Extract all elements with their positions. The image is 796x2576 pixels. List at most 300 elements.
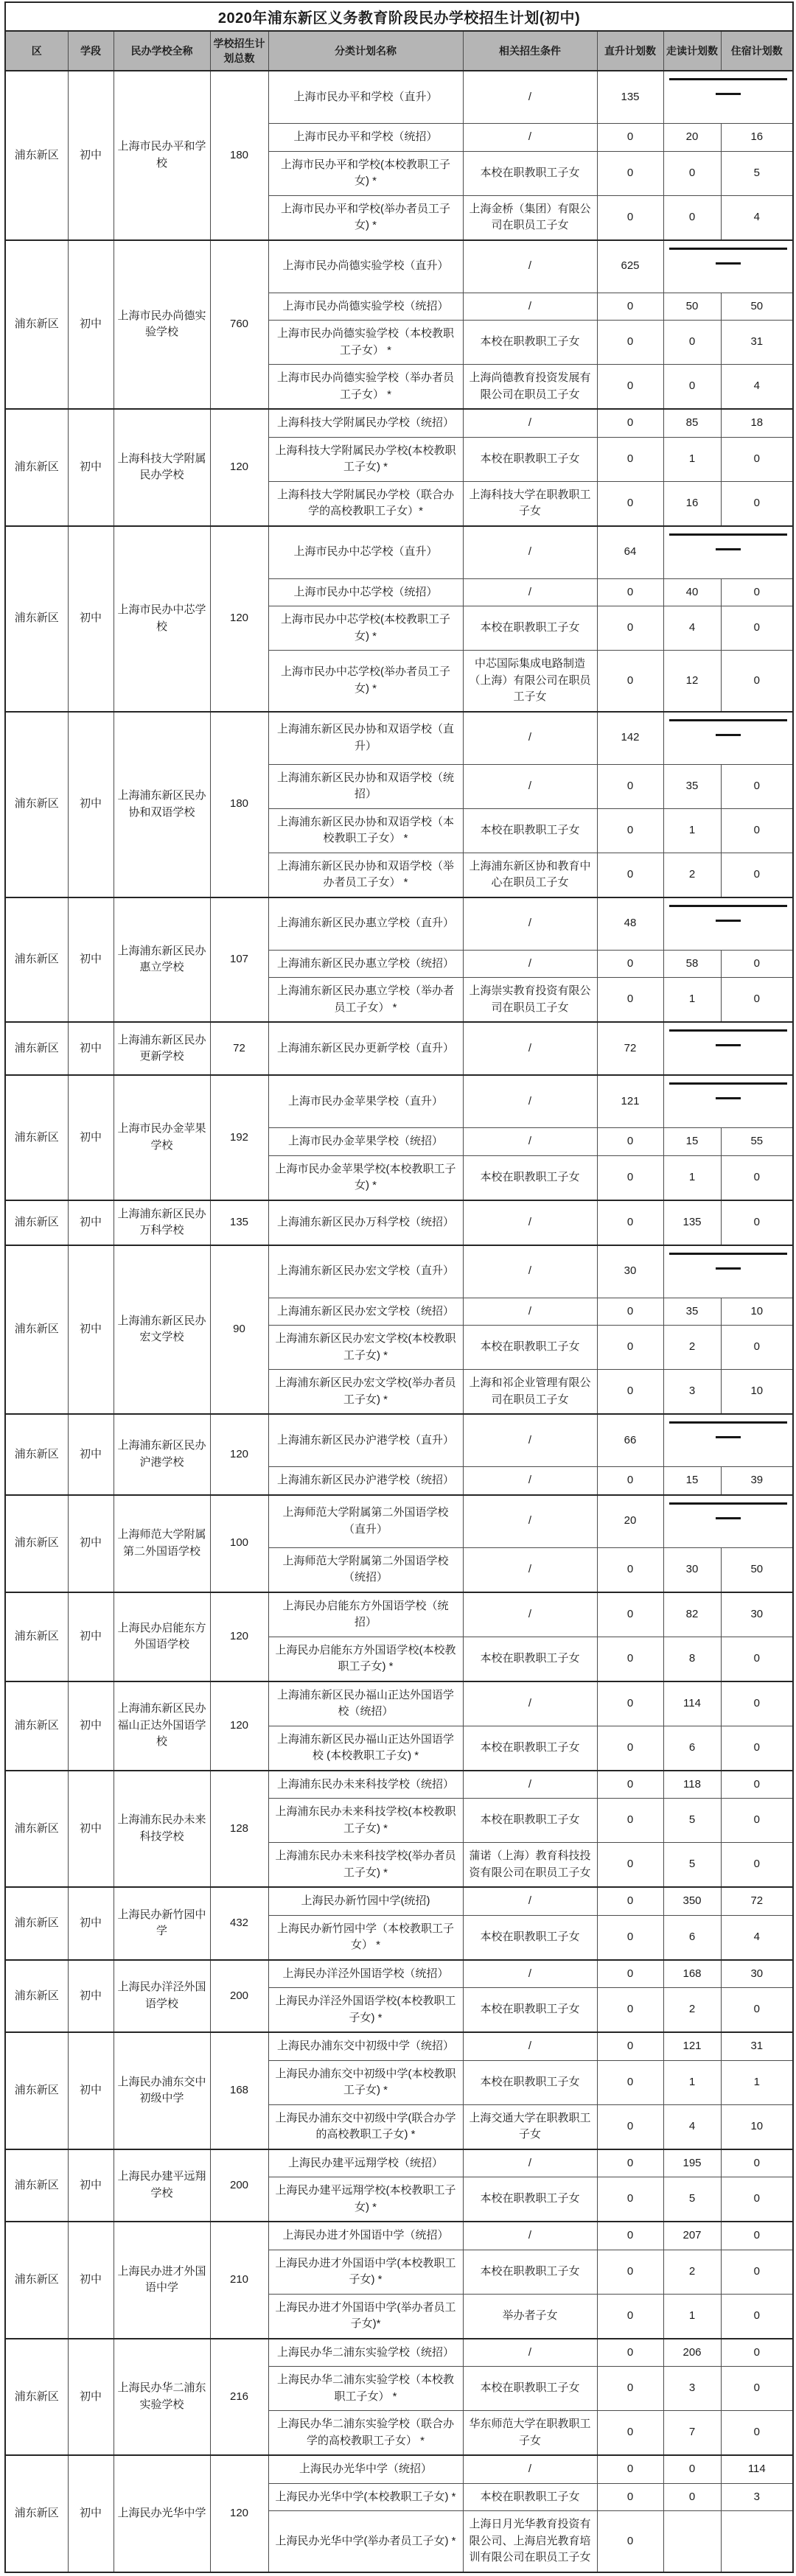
condition-cell: 本校在职教职工子女 (463, 2060, 597, 2104)
direct-plan-cell: 0 (597, 651, 663, 712)
direct-plan-cell: 72 (597, 1022, 663, 1075)
plan-name-cell: 上海市民办中芯学校(举办者员工子女) * (268, 651, 463, 712)
stage-cell: 初中 (68, 2222, 114, 2339)
plan-name-cell: 上海民办光华中学(举办者员工子女) * (268, 2511, 463, 2572)
condition-cell: 本校在职教职工子女 (463, 808, 597, 853)
boarding-plan-cell: 0 (721, 2250, 793, 2294)
table-row (5, 897, 793, 951)
school-total-cell: 180 (210, 71, 268, 240)
district-cell: 浦东新区 (5, 2149, 68, 2222)
school-total-cell: 120 (210, 1681, 268, 1771)
plan-name-cell: 上海民办浦东交中初级中学（统招） (268, 2032, 463, 2060)
day-plan-cell: 40 (663, 578, 721, 606)
table-row (5, 2032, 793, 2060)
dash-cell (663, 1075, 793, 1128)
dash-mark (664, 241, 793, 293)
condition-cell: / (463, 124, 597, 152)
dash-short-line (716, 93, 741, 95)
dash-short-line (716, 734, 741, 736)
day-plan-cell: 1 (663, 437, 721, 481)
district-cell: 浦东新区 (5, 897, 68, 1023)
day-plan-cell: 2 (663, 1326, 721, 1370)
plan-name-cell: 上海浦东新区民办宏文学校（直升） (268, 1245, 463, 1298)
condition-cell: / (463, 1495, 597, 1548)
plan-name-cell: 上海市民办尚德实验学校（统招） (268, 293, 463, 321)
direct-plan-cell: 0 (597, 437, 663, 481)
condition-cell: 上海科技大学在职教职工子女 (463, 481, 597, 526)
day-plan-cell: 207 (663, 2222, 721, 2250)
boarding-plan-cell: 0 (721, 808, 793, 853)
direct-plan-cell: 0 (597, 1887, 663, 1915)
stage-cell: 初中 (68, 1592, 114, 1681)
boarding-plan-cell: 72 (721, 1887, 793, 1915)
direct-plan-cell: 0 (597, 1200, 663, 1245)
stage-cell: 初中 (68, 1022, 114, 1075)
boarding-plan-cell: 114 (721, 2455, 793, 2483)
boarding-plan-cell: 18 (721, 409, 793, 437)
day-plan-cell: 1 (663, 2060, 721, 2104)
school-total-cell: 168 (210, 2032, 268, 2149)
plan-name-cell: 上海市民办金苹果学校（统招） (268, 1128, 463, 1156)
table-row (5, 1592, 793, 1637)
condition-cell: / (463, 240, 597, 293)
dash-short-line (716, 1436, 741, 1438)
table-row (5, 526, 793, 579)
boarding-plan-cell: 10 (721, 1370, 793, 1415)
boarding-plan-cell: 55 (721, 1128, 793, 1156)
condition-cell: / (463, 1771, 597, 1799)
plan-name-cell: 上海浦东新区民办宏文学校(举办者员工子女) * (268, 1370, 463, 1415)
condition-cell: 本校在职教职工子女 (463, 1155, 597, 1200)
plan-name-cell: 上海市民办中芯学校（统招） (268, 578, 463, 606)
boarding-plan-cell: 10 (721, 2104, 793, 2149)
condition-cell: / (463, 2032, 597, 2060)
plan-name-cell: 上海浦东新区民办协和双语学校（直升） (268, 712, 463, 765)
plan-name-cell: 上海浦东新区民办宏文学校(本校教职工子女) * (268, 1326, 463, 1370)
school-name-cell: 上海浦东新区民办更新学校 (114, 1022, 210, 1075)
boarding-plan-cell: 0 (721, 853, 793, 897)
boarding-plan-cell: 0 (721, 1681, 793, 1726)
day-plan-cell: 6 (663, 1726, 721, 1771)
direct-plan-cell: 135 (597, 71, 663, 124)
plan-name-cell: 上海市民办中芯学校(本校教职工子女) * (268, 606, 463, 651)
school-name-cell: 上海浦东新区民办宏文学校 (114, 1245, 210, 1415)
boarding-plan-cell: 4 (721, 1915, 793, 1960)
condition-cell: 本校在职教职工子女 (463, 437, 597, 481)
dash-long-line (669, 248, 788, 250)
condition-cell: 本校在职教职工子女 (463, 606, 597, 651)
stage-cell: 初中 (68, 1887, 114, 1960)
day-plan-cell: 8 (663, 1637, 721, 1681)
condition-cell: / (463, 1592, 597, 1637)
district-cell: 浦东新区 (5, 2032, 68, 2149)
district-cell: 浦东新区 (5, 1200, 68, 1245)
dash-cell (663, 71, 793, 124)
table-row (5, 2222, 793, 2250)
dash-cell (663, 526, 793, 579)
school-name-cell: 上海浦东民办未来科技学校 (114, 1771, 210, 1888)
direct-plan-cell: 0 (597, 1771, 663, 1799)
stage-cell: 初中 (68, 409, 114, 526)
condition-cell: 本校在职教职工子女 (463, 321, 597, 365)
dash-cell (663, 1414, 793, 1467)
plan-name-cell: 上海浦东新区民办协和双语学校（统招） (268, 764, 463, 808)
district-cell: 浦东新区 (5, 2455, 68, 2572)
col-header-school-name: 民办学校全称 (114, 31, 210, 71)
day-plan-cell: 4 (663, 606, 721, 651)
day-plan-cell: 114 (663, 1681, 721, 1726)
table-row (5, 2149, 793, 2177)
boarding-plan-cell: 0 (721, 1843, 793, 1888)
boarding-plan-cell: 5 (721, 151, 793, 195)
plan-name-cell: 上海市民办平和学校(本校教职工子女) * (268, 151, 463, 195)
school-total-cell: 120 (210, 2455, 268, 2572)
boarding-plan-cell: 0 (721, 578, 793, 606)
condition-cell: / (463, 1245, 597, 1298)
plan-name-cell: 上海浦东新区民办协和双语学校（举办者员工子女） * (268, 853, 463, 897)
day-plan-cell: 12 (663, 651, 721, 712)
col-header-total-plan: 学校招生计划总数 (210, 31, 268, 71)
dash-long-line (669, 1029, 788, 1032)
boarding-plan-cell: 4 (721, 195, 793, 240)
district-cell: 浦东新区 (5, 240, 68, 410)
plan-name-cell: 上海科技大学附属民办学校(本校教职工子女) * (268, 437, 463, 481)
school-total-cell: 200 (210, 1960, 268, 2033)
direct-plan-cell: 0 (597, 2149, 663, 2177)
direct-plan-cell: 0 (597, 1298, 663, 1326)
district-cell: 浦东新区 (5, 526, 68, 712)
table-row (5, 71, 793, 124)
plan-name-cell: 上海浦东新区民办更新学校（直升） (268, 1022, 463, 1075)
day-plan-cell: 5 (663, 1843, 721, 1888)
direct-plan-cell: 0 (597, 2339, 663, 2367)
table-row (5, 2455, 793, 2483)
plan-name-cell: 上海浦东新区民办宏文学校（统招） (268, 1298, 463, 1326)
plan-name-cell: 上海浦东新区民办万科学校（统招） (268, 1200, 463, 1245)
condition-cell: 本校在职教职工子女 (463, 1326, 597, 1370)
direct-plan-cell: 0 (597, 2483, 663, 2511)
school-total-cell: 72 (210, 1022, 268, 1075)
plan-name-cell: 上海民办进才外国语中学(举办者员工子女)* (268, 2294, 463, 2339)
condition-cell: / (463, 764, 597, 808)
school-name-cell: 上海浦东新区民办惠立学校 (114, 897, 210, 1023)
school-name-cell: 上海民办洋泾外国语学校 (114, 1960, 210, 2033)
condition-cell: / (463, 1200, 597, 1245)
boarding-plan-cell: 0 (721, 606, 793, 651)
direct-plan-cell: 0 (597, 195, 663, 240)
day-plan-cell: 1 (663, 808, 721, 853)
direct-plan-cell: 64 (597, 526, 663, 579)
dash-long-line (669, 1253, 788, 1255)
direct-plan-cell: 0 (597, 1547, 663, 1592)
direct-plan-cell: 0 (597, 606, 663, 651)
condition-cell: / (463, 1467, 597, 1495)
direct-plan-cell: 0 (597, 1681, 663, 1726)
school-name-cell: 上海科技大学附属民办学校 (114, 409, 210, 526)
boarding-plan-cell: 30 (721, 1592, 793, 1637)
table-body (5, 71, 793, 2572)
direct-plan-cell: 625 (597, 240, 663, 293)
district-cell: 浦东新区 (5, 1771, 68, 1888)
dash-long-line (669, 719, 788, 721)
title-row (5, 2, 793, 31)
day-plan-cell: 15 (663, 1128, 721, 1156)
table-row (5, 1960, 793, 1988)
condition-cell: 本校在职教职工子女 (463, 2483, 597, 2511)
boarding-plan-cell: 31 (721, 321, 793, 365)
day-plan-cell: 35 (663, 764, 721, 808)
stage-cell: 初中 (68, 526, 114, 712)
direct-plan-cell: 0 (597, 1988, 663, 2033)
plan-name-cell: 上海师范大学附属第二外国语学校（直升） (268, 1495, 463, 1548)
school-name-cell: 上海浦东新区民办沪港学校 (114, 1414, 210, 1495)
plan-name-cell: 上海浦东新区民办惠立学校（举办者员工子女） * (268, 978, 463, 1023)
day-plan-cell: 1 (663, 1155, 721, 1200)
condition-cell: 上海日月光华教育投资有限公司、上海启光教育培训有限公司在职员工子女 (463, 2511, 597, 2572)
district-cell: 浦东新区 (5, 1681, 68, 1771)
boarding-plan-cell: 0 (721, 1771, 793, 1799)
col-header-plan-name: 分类计划名称 (268, 31, 463, 71)
day-plan-cell: 0 (663, 321, 721, 365)
direct-plan-cell: 0 (597, 1467, 663, 1495)
direct-plan-cell: 0 (597, 808, 663, 853)
school-name-cell: 上海市民办尚德实验学校 (114, 240, 210, 410)
day-plan-cell: 20 (663, 124, 721, 152)
school-name-cell: 上海民办光华中学 (114, 2455, 210, 2572)
plan-name-cell: 上海民办洋泾外国语学校（统招） (268, 1960, 463, 1988)
dash-mark (664, 1496, 793, 1547)
day-plan-cell: 168 (663, 1960, 721, 1988)
condition-cell: / (463, 1128, 597, 1156)
stage-cell: 初中 (68, 1414, 114, 1495)
day-plan-cell: 3 (663, 1370, 721, 1415)
dash-cell (663, 712, 793, 765)
stage-cell: 初中 (68, 1075, 114, 1200)
condition-cell: / (463, 950, 597, 978)
district-cell: 浦东新区 (5, 2339, 68, 2456)
plan-name-cell: 上海浦东民办未来科技学校(本校教职工子女) * (268, 1799, 463, 1843)
district-cell: 浦东新区 (5, 1075, 68, 1200)
school-total-cell: 180 (210, 712, 268, 897)
col-header-day-plan: 走读计划数 (663, 31, 721, 71)
table-row (5, 240, 793, 293)
stage-cell: 初中 (68, 2149, 114, 2222)
day-plan-cell: 1 (663, 978, 721, 1023)
direct-plan-cell: 0 (597, 1960, 663, 1988)
day-plan-cell: 350 (663, 1887, 721, 1915)
direct-plan-cell: 0 (597, 578, 663, 606)
day-plan-cell: 2 (663, 853, 721, 897)
plan-name-cell: 上海民办新竹园中学（本校教职工子女） * (268, 1915, 463, 1960)
boarding-plan-cell: 0 (721, 437, 793, 481)
condition-cell: 上海交通大学在职教职工子女 (463, 2104, 597, 2149)
boarding-plan-cell: 0 (721, 950, 793, 978)
day-plan-cell: 0 (663, 2483, 721, 2511)
stage-cell: 初中 (68, 1495, 114, 1592)
dash-mark (664, 1076, 793, 1127)
condition-cell: / (463, 1681, 597, 1726)
school-total-cell: 128 (210, 1771, 268, 1888)
direct-plan-cell: 0 (597, 1326, 663, 1370)
plan-name-cell: 上海市民办金苹果学校(本校教职工子女) * (268, 1155, 463, 1200)
direct-plan-cell: 0 (597, 2367, 663, 2411)
col-header-district: 区 (5, 31, 68, 71)
plan-name-cell: 上海民办光华中学（统招） (268, 2455, 463, 2483)
plan-name-cell: 上海民办新竹园中学(统招) (268, 1887, 463, 1915)
stage-cell: 初中 (68, 2339, 114, 2456)
boarding-plan-cell: 0 (721, 1326, 793, 1370)
table-row (5, 409, 793, 437)
district-cell: 浦东新区 (5, 2222, 68, 2339)
table-row (5, 1414, 793, 1467)
direct-plan-cell: 20 (597, 1495, 663, 1548)
condition-cell: 本校在职教职工子女 (463, 2250, 597, 2294)
dash-long-line (669, 533, 788, 536)
boarding-plan-cell: 0 (721, 2411, 793, 2456)
boarding-plan-cell: 0 (721, 651, 793, 712)
plan-name-cell: 上海浦东新区民办惠立学校（统招） (268, 950, 463, 978)
dash-mark (664, 1023, 793, 1074)
condition-cell: 本校在职教职工子女 (463, 1637, 597, 1681)
boarding-plan-cell: 0 (721, 1637, 793, 1681)
stage-cell: 初中 (68, 1960, 114, 2033)
school-total-cell: 200 (210, 2149, 268, 2222)
district-cell: 浦东新区 (5, 712, 68, 897)
condition-cell: 本校在职教职工子女 (463, 151, 597, 195)
school-name-cell: 上海师范大学附属第二外国语学校 (114, 1495, 210, 1592)
dash-cell (663, 240, 793, 293)
direct-plan-cell: 0 (597, 1155, 663, 1200)
boarding-plan-cell (721, 2511, 793, 2572)
stage-cell: 初中 (68, 71, 114, 240)
district-cell: 浦东新区 (5, 1495, 68, 1592)
plan-name-cell: 上海民办光华中学(本校教职工子女) * (268, 2483, 463, 2511)
dash-cell (663, 1022, 793, 1075)
boarding-plan-cell: 4 (721, 365, 793, 410)
plan-name-cell: 上海民办华二浦东实验学校（统招） (268, 2339, 463, 2367)
dash-mark (664, 713, 793, 764)
plan-name-cell: 上海民办建平远翔学校（统招） (268, 2149, 463, 2177)
condition-cell: 华东师范大学在职教职工子女 (463, 2411, 597, 2456)
day-plan-cell: 5 (663, 1799, 721, 1843)
direct-plan-cell: 0 (597, 978, 663, 1023)
col-header-stage: 学段 (68, 31, 114, 71)
boarding-plan-cell: 3 (721, 2483, 793, 2511)
direct-plan-cell: 48 (597, 897, 663, 951)
direct-plan-cell: 0 (597, 2104, 663, 2149)
school-name-cell: 上海浦东新区民办福山正达外国语学校 (114, 1681, 210, 1771)
condition-cell: / (463, 1887, 597, 1915)
condition-cell: / (463, 526, 597, 579)
direct-plan-cell: 0 (597, 1637, 663, 1681)
day-plan-cell: 0 (663, 2455, 721, 2483)
plan-name-cell: 上海浦东新区民办沪港学校（直升） (268, 1414, 463, 1467)
school-total-cell: 120 (210, 1592, 268, 1681)
header-row (5, 31, 793, 71)
direct-plan-cell: 0 (597, 2177, 663, 2222)
stage-cell: 初中 (68, 2455, 114, 2572)
boarding-plan-cell: 10 (721, 1298, 793, 1326)
direct-plan-cell: 0 (597, 365, 663, 410)
day-plan-cell: 50 (663, 293, 721, 321)
condition-cell: / (463, 1298, 597, 1326)
direct-plan-cell: 0 (597, 1726, 663, 1771)
district-cell: 浦东新区 (5, 1887, 68, 1960)
day-plan-cell: 15 (663, 1467, 721, 1495)
plan-name-cell: 上海民办浦东交中初级中学(联合办学的高校教职工子女) * (268, 2104, 463, 2149)
school-name-cell: 上海市民办金苹果学校 (114, 1075, 210, 1200)
col-header-direct-plan: 直升计划数 (597, 31, 663, 71)
day-plan-cell (663, 2511, 721, 2572)
boarding-plan-cell: 50 (721, 1547, 793, 1592)
day-plan-cell: 4 (663, 2104, 721, 2149)
plan-name-cell: 上海市民办尚德实验学校（本校教职工子女） * (268, 321, 463, 365)
condition-cell: / (463, 1022, 597, 1075)
plan-name-cell: 上海浦东新区民办福山正达外国语学校 (本校教职工子女) * (268, 1726, 463, 1771)
plan-name-cell: 上海科技大学附属民办学校（联合办学的高校教职工子女）* (268, 481, 463, 526)
table-row (5, 1887, 793, 1915)
condition-cell: 上海尚德教育投资发展有限公司在职员工子女 (463, 365, 597, 410)
direct-plan-cell: 0 (597, 2250, 663, 2294)
condition-cell: / (463, 71, 597, 124)
dash-long-line (669, 78, 788, 80)
direct-plan-cell: 0 (597, 1370, 663, 1415)
boarding-plan-cell: 0 (721, 978, 793, 1023)
dash-cell (663, 1495, 793, 1548)
plan-name-cell: 上海浦东民办未来科技学校(举办者员工子女) * (268, 1843, 463, 1888)
condition-cell: / (463, 578, 597, 606)
direct-plan-cell: 0 (597, 2032, 663, 2060)
condition-cell: 举办者子女 (463, 2294, 597, 2339)
stage-cell: 初中 (68, 2032, 114, 2149)
plan-name-cell: 上海市民办中芯学校（直升） (268, 526, 463, 579)
condition-cell: 本校在职教职工子女 (463, 1799, 597, 1843)
direct-plan-cell: 0 (597, 2511, 663, 2572)
plan-name-cell: 上海市民办平和学校（直升） (268, 71, 463, 124)
condition-cell: 上海和祁企业管理有限公司在职员工子女 (463, 1370, 597, 1415)
condition-cell: / (463, 712, 597, 765)
school-total-cell: 432 (210, 1887, 268, 1960)
direct-plan-cell: 0 (597, 950, 663, 978)
stage-cell: 初中 (68, 240, 114, 410)
condition-cell: 上海浦东新区协和教育中心在职员工子女 (463, 853, 597, 897)
direct-plan-cell: 0 (597, 764, 663, 808)
day-plan-cell: 2 (663, 2250, 721, 2294)
table-row (5, 712, 793, 765)
table-row (5, 2339, 793, 2367)
day-plan-cell: 195 (663, 2149, 721, 2177)
school-total-cell: 216 (210, 2339, 268, 2456)
boarding-plan-cell: 0 (721, 1988, 793, 2033)
district-cell: 浦东新区 (5, 1592, 68, 1681)
boarding-plan-cell: 0 (721, 2367, 793, 2411)
school-total-cell: 120 (210, 1414, 268, 1495)
table-row (5, 1075, 793, 1128)
dash-mark (664, 898, 793, 950)
direct-plan-cell: 0 (597, 2060, 663, 2104)
direct-plan-cell: 142 (597, 712, 663, 765)
day-plan-cell: 1 (663, 2294, 721, 2339)
boarding-plan-cell: 16 (721, 124, 793, 152)
direct-plan-cell: 0 (597, 1592, 663, 1637)
day-plan-cell: 82 (663, 1592, 721, 1637)
plan-name-cell: 上海市民办金苹果学校（直升） (268, 1075, 463, 1128)
table-row (5, 1771, 793, 1799)
condition-cell: 本校在职教职工子女 (463, 1726, 597, 1771)
stage-cell: 初中 (68, 1771, 114, 1888)
boarding-plan-cell: 0 (721, 1726, 793, 1771)
day-plan-cell: 118 (663, 1771, 721, 1799)
